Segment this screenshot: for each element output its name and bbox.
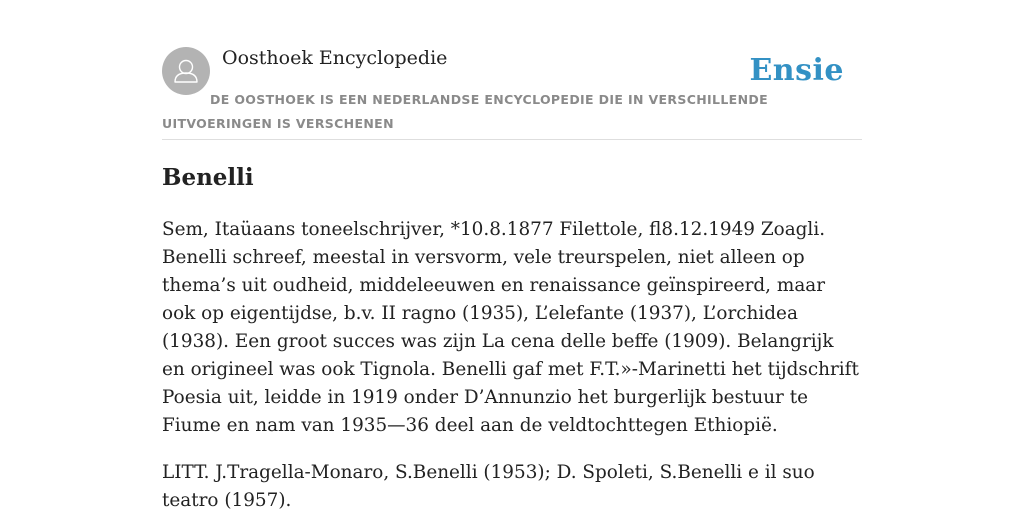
- article-title: Benelli: [162, 164, 254, 191]
- source-description: DE OOSTHOEK IS EEN NEDERLANDSE ENCYCLOPEDIE DIE IN VERSCHILLENDE UITVOERINGEN IS VERSCHENEN: [162, 92, 768, 131]
- article-paragraph: Sem, Itaüaans toneelschrijver, *10.8.1877 Filettole, fl8.12.1949 Zoagli. Benelli schreef, meestal in versvorm, vele treurspelen, niet alleen op thema’s uit oudheid, middeleeuwen en renaissance geïnspireerd, maar ook op eigentijdse, b.v. II ragno (1935), L’elefante (1937), L’orchidea (1938). Een groot succes was zijn La cena delle beffe (1909). Belangrijk en origineel was ook Tignola. Benelli gaf met F.T.»-Marinetti het tijdschrift Poesia uit, leidde in 1919 onder D’Annunzio het burgerlijk bestuur te Fiume en nam van 1935—36 deel aan de veldtochttegen Ethiopië.: [162, 219, 859, 436]
- article-body: [162, 216, 862, 512]
- source-header: [162, 46, 862, 140]
- article-literature: LITT. J.Tragella-Monaro, S.Benelli (1953); D. Spoleti, S.Benelli e il suo teatro (1957).: [162, 462, 815, 511]
- source-name-link[interactable]: Oosthoek Encyclopedie: [222, 47, 448, 69]
- ensie-logo[interactable]: Ensie: [749, 53, 844, 88]
